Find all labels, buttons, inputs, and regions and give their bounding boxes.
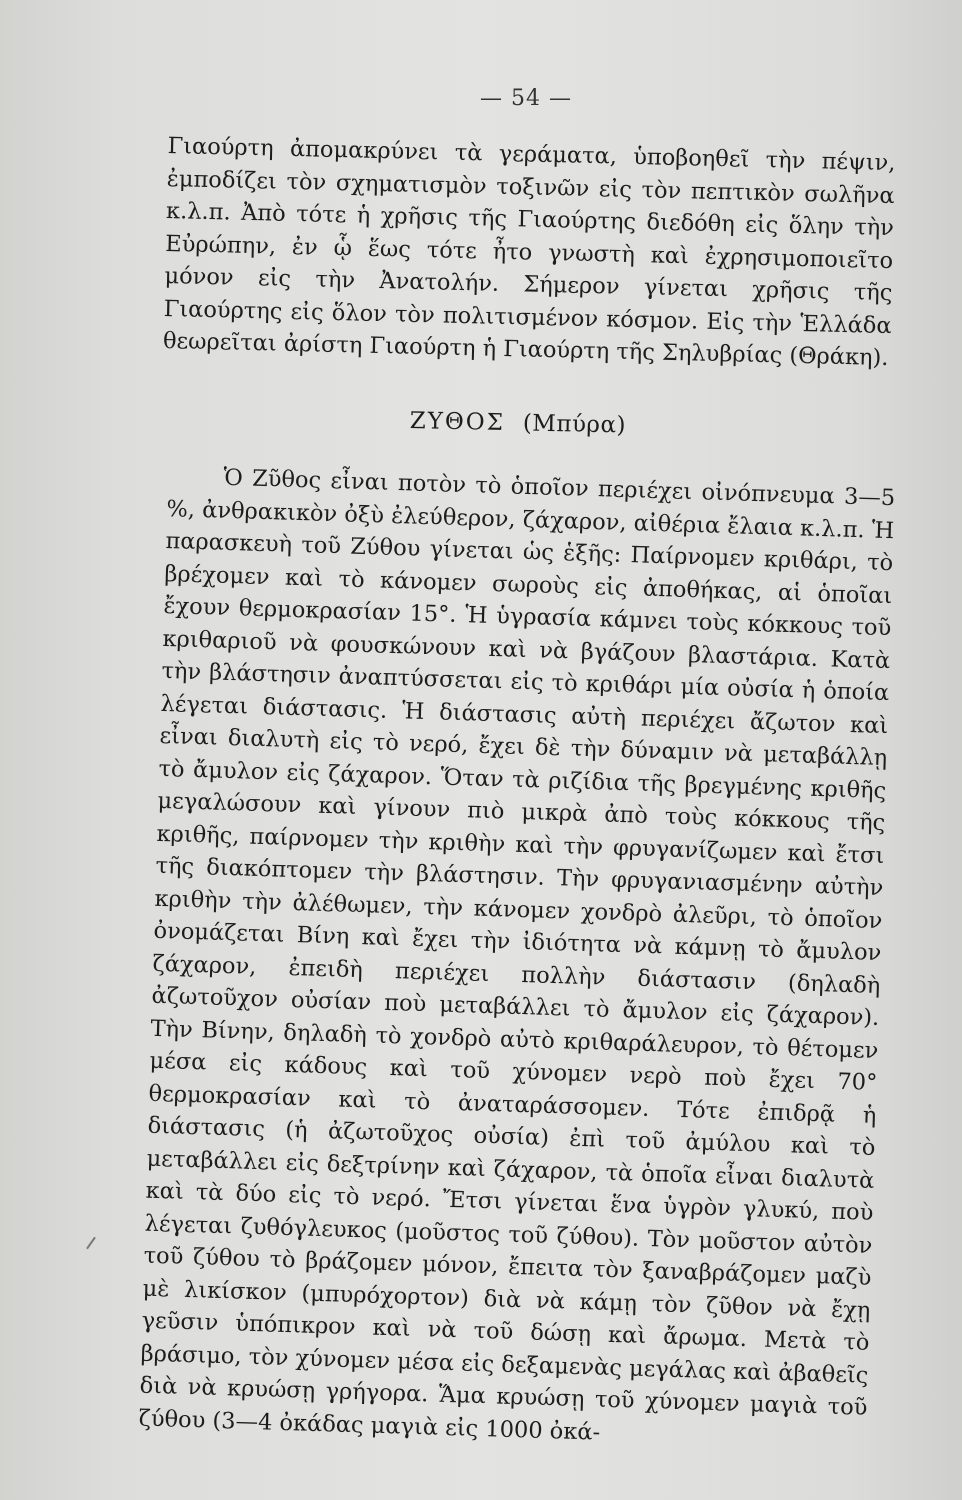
stray-mark (86, 1237, 96, 1250)
heading-subtitle: (Μπύρα) (522, 410, 627, 439)
paragraph-yogurt (163, 130, 896, 375)
page-number: — 54 — (480, 86, 572, 111)
section-heading (409, 408, 709, 440)
paragraph-text: Ὁ Ζῦθος εἶναι ποτὸν τὸ ὁποῖον περιέχει οἰνόπνευμα 3—5 %, ἀνθρακικὸν ὀξὺ ἐλεύθερον, ζάχαρον, αἰθέρια ἔλαια κ.λ.π. Ἡ παρασκευὴ τοῦ Ζύθου γίνεται ὡς ἑξῆς: Παίρνομεν κριθάρι, τὸ βρέχομεν καὶ τὸ κάνομεν σωροὺς εἰς ἀποθήκας, αἱ ὁποῖαι ἔχουν θερμοκρασίαν 15°. Ἡ ὑγρασία κάμνει τοὺς κόκκους τοῦ κριθαριοῦ νὰ φουσκώνουν καὶ νὰ βγάζουν βλαστάρια. Κατὰ τὴν βλάστησιν ἀναπτύσσεται εἰς τὸ κριθάρι μία οὐσία ἡ ὁποία λέγεται διάστασις. Ἡ διάστασις αὐτὴ περιέχει ἄζωτον καὶ εἶναι διαλυτὴ εἰς τὸ νερό, ἔχει δὲ τὴν δύναμιν νὰ μεταβάλλῃ τὸ ἄμυλον εἰς ζάχαρον. Ὅταν τὰ ριζίδια τῆς βρεγμένης κριθῆς μεγαλώσουν καὶ γίνουν πιὸ μικρὰ ἀπὸ τοὺς κόκκους τῆς κριθῆς, παίρνομεν τὴν κριθὴν καὶ τὴν φρυγανίζωμεν καὶ ἔτσι τῆς διακόπτομεν τὴν βλάστησιν. Τὴν φρυγανιασμένην αὐτὴν κριθὴν τὴν ἀλέθωμεν, τὴν κάνομεν χονδρὸ ἀλεῦρι, τὸ ὁποῖον ὀνομάζεται Βίνη καὶ ἔχει τὴν ἰδιότητα νὰ κάμνῃ τὸ ἄμυλον ζάχαρον, ἐπειδὴ περιέχει πολλὴν διάστασιν (δηλαδὴ ἀζωτοῦχον οὐσίαν ποὺ μεταβάλλει τὸ ἄμυλον εἰς ζάχαρον). Τὴν Βίνην, δηλαδὴ τὸ χονδρὸ αὐτὸ κριθαράλευρον, τὸ θέτομεν μέσα εἰς κάδους καὶ τοῦ χύνομεν νερὸ ποὺ ἔχει 70° θερμοκρασίαν καὶ τὸ ἀναταράσσομεν. Τότε ἐπιδρᾷ ἡ διάστασις (ἡ ἀζωτοῦχος οὐσία) ἐπὶ τοῦ ἀμύλου καὶ τὸ μεταβάλλει εἰς δεξτρίνην καὶ ζάχαρον, τὰ ὁποῖα εἶναι διαλυτὰ καὶ τὰ δύο εἰς τὸ νερό. Ἔτσι γίνεται ἕνα ὑγρὸν γλυκύ, ποὺ λέγεται ζυθόγλευκος (μοῦστος τοῦ ζύθου). Τὸν μοῦστον αὐτὸν τοῦ ζύθου τὸ βράζομεν μόνον, ἔπειτα τὸν ξαναβράζομεν μαζὺ μὲ λικίσκον (μπυρόχορτον) διὰ νὰ κάμῃ τὸν ζῦθον νὰ ἔχῃ γεῦσιν ὑπόπικρον καὶ νὰ τοῦ δώσῃ καὶ ἄρωμα. Μετὰ τὸ βράσιμο, τὸν χύνομεν μέσα εἰς δεξαμενὰς μεγάλας καὶ ἀβαθεῖς διὰ νὰ κρυώσῃ γρήγορα. Ἅμα κρυώσῃ τοῦ χύνομεν μαγιὰ τοῦ ζύθου (3—4 ὀκάδας μαγιὰ εἰς 1000 ὀκά- (138, 464, 896, 1446)
paragraph-text: Γιαούρτη ἀπομακρύνει τὰ γεράματα, ὑποβοηθεῖ τὴν πέψιν, ἐμποδίζει τὸν σχηματισμὸν τοξινῶν εἰς τὸν πεπτικὸν σωλῆνα κ.λ.π. Ἀπὸ τότε ἡ χρῆσις τῆς Γιαούρτης διεδόθη εἰς ὅλην τὴν Εὐρώπην, ἐν ᾧ ἕως τότε ἦτο γνωστὴ καὶ ἐχρησιμοποιεῖτο μόνον εἰς τὴν Ἀνατολήν. Σήμερον γίνεται χρῆσις τῆς Γιαούρτης εἰς ὅλον τὸν πολιτισμένον κόσμον. Εἰς τὴν Ἑλλάδα θεωρεῖται ἀρίστη Γιαούρτη ἡ Γιαούρτη τῆς Σηλυβρίας (Θράκη). (162, 132, 896, 372)
heading-title: ΖΥΘΟΣ (409, 408, 506, 436)
paragraph-beer (138, 460, 895, 1457)
